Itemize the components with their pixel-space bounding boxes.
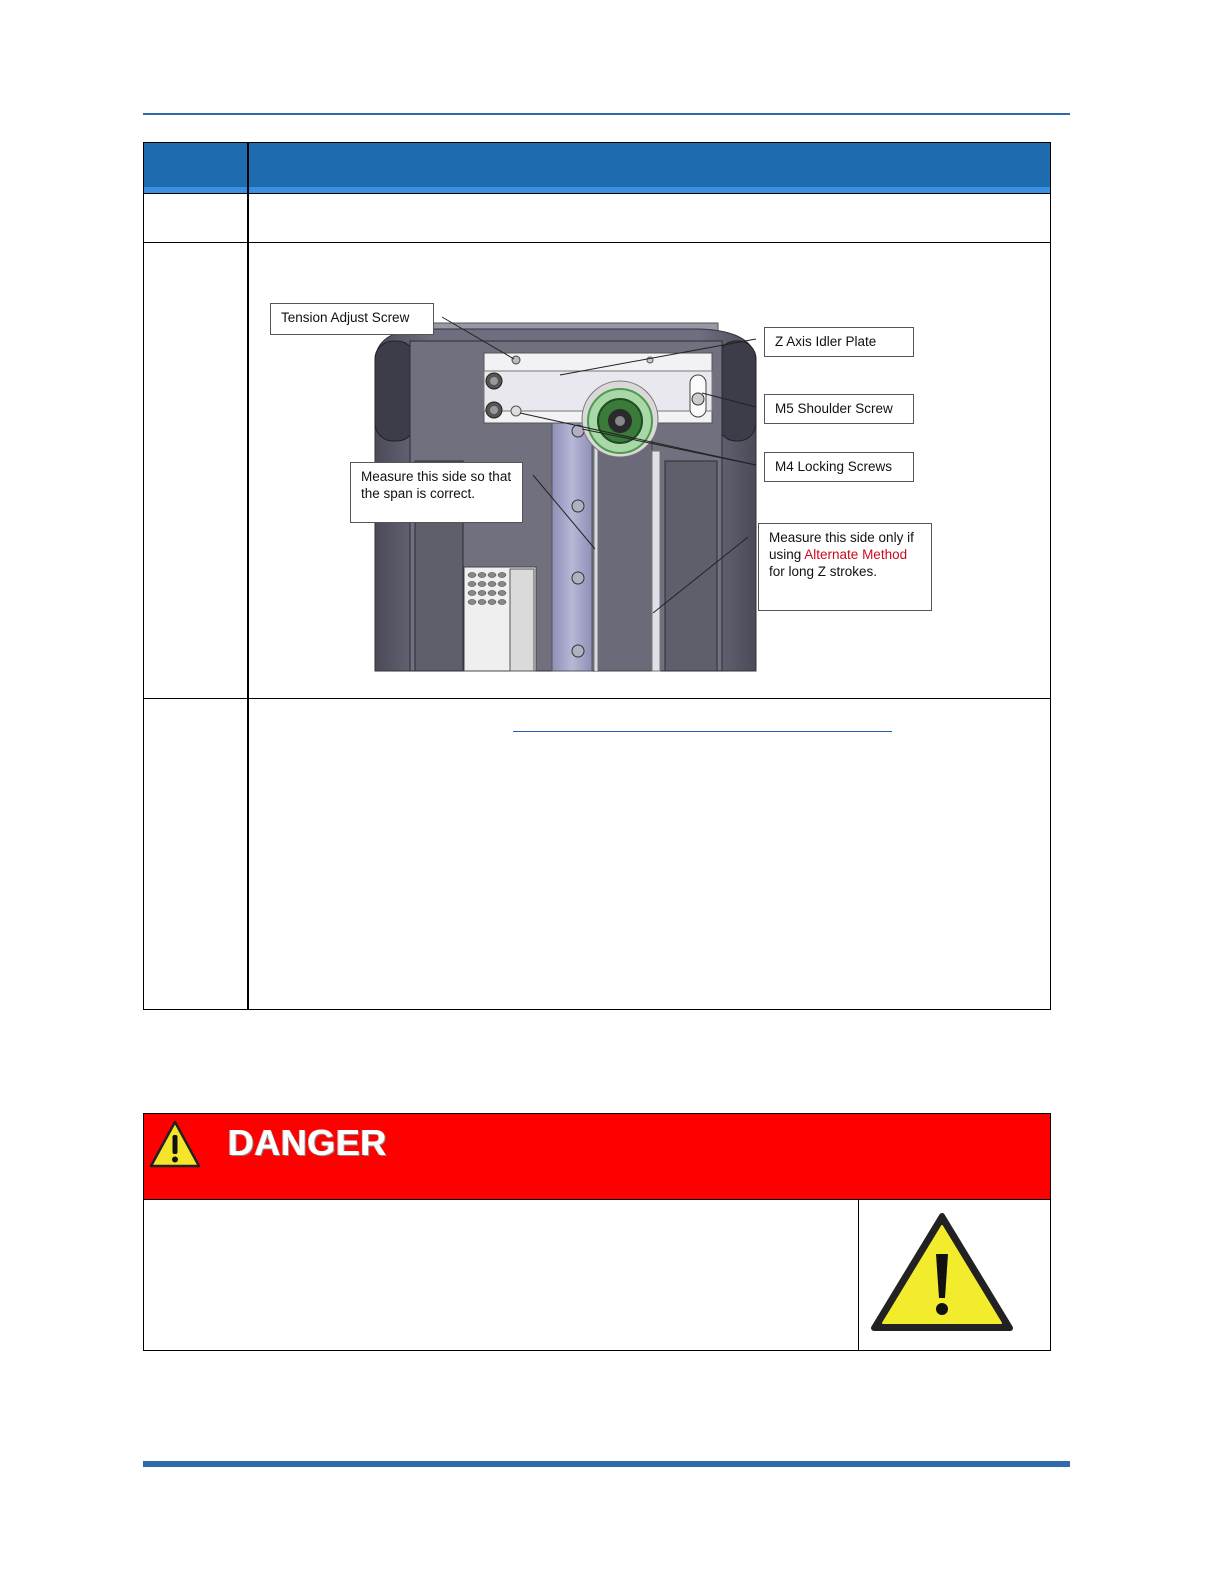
callout-measure-this-side: Measure this side so that the span is correct. (350, 462, 523, 523)
footer-rule (143, 1461, 1070, 1467)
row-divider (144, 242, 1050, 243)
header-action-cell (249, 143, 1050, 193)
alternate-method-link[interactable]: Alternate Method (804, 547, 908, 562)
header-step-cell (144, 143, 247, 193)
danger-divider (858, 1200, 859, 1350)
callout-alt-suffix: for long Z strokes. (769, 564, 878, 579)
danger-title: DANGER (228, 1122, 388, 1163)
danger-header (144, 1114, 1050, 1200)
callout-m4-locking-screws: M4 Locking Screws (764, 452, 914, 482)
hazard-warning-sign-icon (868, 1210, 1016, 1336)
row-divider (144, 193, 1050, 194)
row-divider (144, 698, 1050, 699)
hyperlink-underline[interactable] (513, 731, 892, 732)
danger-notice (143, 1113, 1051, 1351)
warning-triangle-icon (148, 1118, 202, 1170)
callout-z-axis-idler-plate: Z Axis Idler Plate (764, 327, 914, 357)
step-table (143, 142, 1051, 1010)
z-axis-idler-figure (270, 301, 940, 681)
header-rule (143, 113, 1070, 115)
callout-measure-alternate-method (758, 523, 932, 611)
callout-m5-shoulder-screw: M5 Shoulder Screw (764, 394, 914, 424)
callout-alt-prefix: Measure this side only if using (769, 530, 914, 562)
callout-tension-adjust-screw: Tension Adjust Screw (270, 303, 434, 335)
column-divider (247, 143, 249, 1009)
